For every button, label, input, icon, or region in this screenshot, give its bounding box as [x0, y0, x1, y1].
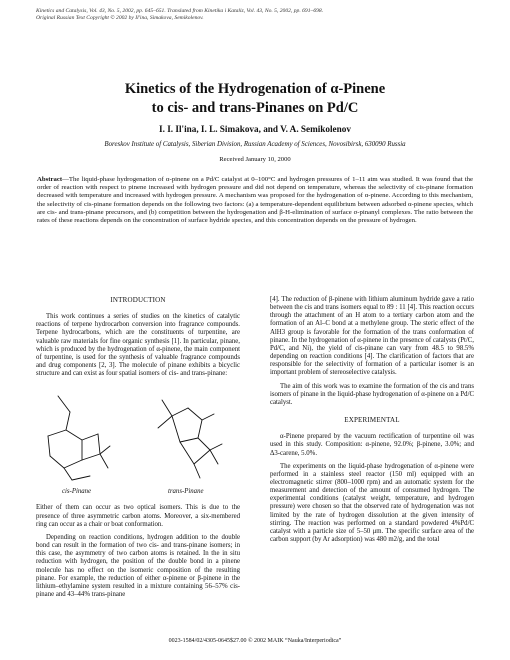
journal-citation: Kinetics and Catalysis, Vol. 43, No. 5, 2002, pp. 645–651. Translated from Kinetika i Kataliz, Vol. 43, No. 5, 2002, pp. 691–698.	[36, 8, 324, 14]
title-line-2: to cis- and trans-Pinanes on Pd/C	[151, 100, 359, 116]
copyright-line: Original Russian Text Copyright © 2002 by Il'ina, Simakova, Semikolenov.	[36, 15, 204, 21]
left-column	[36, 296, 240, 599]
intro-paragraph-3: Depending on reaction conditions, hydrogen addition to the double bond can result in the formation of two cis- and trans-pinane isomers; in this case, the asymmetry of two carbon atoms is retained. In the in situ reduction with hydrogen, the position of the double bond in a pinene molecule has no effect on the isomeric composition of the resulting pinane. For example, the reduction of either α-pinene or β-pinene in the lithium–ethylamine system resulted in a mixture containing 56–57% cis-pinane and 43–44% trans-pinane	[36, 533, 240, 598]
abstract	[37, 176, 473, 225]
section-heading-experimental: EXPERIMENTAL	[344, 416, 400, 425]
author-list: I. I. Il'ina, I. L. Simakova, and V. A. Semikolenov	[159, 124, 351, 134]
intro-paragraph-1: This work continues a series of studies on the kinetics of catalytic reactions of terpene hydrocarbon conversion into fragrance compounds. Terpene hydrocarbons, which are the constituents of turpentine, are valuable raw materials for fine organic synthesis [1]. In particular, pinane, which is produced by the hydrogenation of α-pinene, the main component of turpentine, is used for the synthesis of valuable fragrance compounds and drug components [2, 3]. The molecule of pinane exhibits a bicyclic structure and can exist as four spatial isomers of cis- and trans-pinane:	[36, 313, 240, 378]
journal-header	[36, 8, 476, 22]
right-column	[270, 296, 474, 544]
trans-pinane-label: trans-Pinane	[168, 488, 204, 496]
pinane-structures-figure	[36, 384, 240, 500]
intro-paragraph-5: The aim of this work was to examine the formation of the cis and trans isomers of pinane in the liquid-phase hydrogenation of α-pinene on a Pd/C catalyst.	[270, 382, 474, 406]
cis-pinane-structure	[36, 384, 116, 488]
article-title	[30, 80, 480, 118]
title-line-1: Kinetics of the Hydrogenation of α-Pinene	[124, 81, 386, 97]
cis-pinane-label: cis-Pinane	[62, 488, 92, 496]
abstract-text: —The liquid-phase hydrogenation of α-pinene on a Pd/C catalyst at 0–100°C and hydrogen pressures of 1–11 atm was studied. It was found that the order of reaction with respect to pinene increased with hydrogen pressure and did not depend on temperature, whereas the selectivity of cis-pinane formation decreased with temperature and increased with hydrogen pressure. A mechanism was proposed for the hydrogenation of α-pinene. According to this mechanism, the selectivity of cis-pinane formation depends on the following two factors: (a) a temperature-dependent equilibrium between adsorbed α-pinene species, which are cis- and trans-pinane precursors, and (b) competition between the hydrogenation and β-H-elimination of surface σ-pinanyl complexes. The ratio between the rates of these reactions depends on the concentration of surface hydride species, and this concentration depends on the pressure of hydrogen.	[37, 176, 473, 225]
section-heading-introduction: INTRODUCTION	[110, 296, 166, 304]
intro-paragraph-2: Either of them can occur as two optical isomers. This is due to the presence of three asymmetric carbon atoms. Moreover, a six-membered ring can occur as a chair or boat conformation.	[36, 504, 240, 528]
abstract-label: Abstract	[37, 176, 63, 183]
experimental-paragraph-2: The experiments on the liquid-phase hydrogenation of α-pinene were performed in a stainless steel reactor (150 ml) equipped with an electromagnetic stirrer (800–1000 rpm) and an automatic system for the measurement and detection of the amount of consumed hydrogen. The experimental conditions (catalyst weight, temperature, and hydrogen pressure) were chosen so that the observed rate of hydrogenation was not limited by the rate of hydrogen dissolution at the given intensity of stirring. The reaction was performed on a standard powdered 4%Pd/C catalyst with a particle size of 5–50 μm. The specific surface area of the carbon support (by Ar adsorption) was 480 m2/g, and the total	[270, 462, 474, 544]
intro-paragraph-4: [4]. The reduction of β-pinene with lithium aluminum hydride gave a ratio between the cis and trans isomers equal to 89 : 11 [4]. This reaction occurs through the attachment of an H atom to a tertiary carbon atom and the formation of an Al–C bond at a methylene group. The steric effect of the AlH3 group is favorable for the formation of the trans conformation of pinane. In the hydrogenation of α-pinene in the presence of catalysts (Pt/C, Pd/C, and Ni), the yield of cis-pinane can vary from 48.5 to 98.5% depending on reaction conditions [4]. The clarification of factors that are responsible for the selectivity of formation of a particular isomer is an important problem of stereoselective catalysis.	[270, 296, 474, 377]
received-date: Received January 10, 2000	[219, 156, 291, 163]
footer-copyright: 0023-1584/02/4305-0645$27.00 © 2002 MAIK “Nauka/Interperiodica”	[168, 638, 342, 644]
experimental-paragraph-1: α-Pinene prepared by the vacuum rectification of turpentine oil was used in this study. Composition: α-pinene, 92.0%; β-pinene, 3.0%; and Δ3-carene, 5.0%.	[270, 433, 474, 457]
affiliation: Boreskov Institute of Catalysis, Siberian Division, Russian Academy of Sciences, Novosibirsk, 630090 Russia	[104, 141, 406, 148]
trans-pinane-structure	[148, 384, 228, 488]
